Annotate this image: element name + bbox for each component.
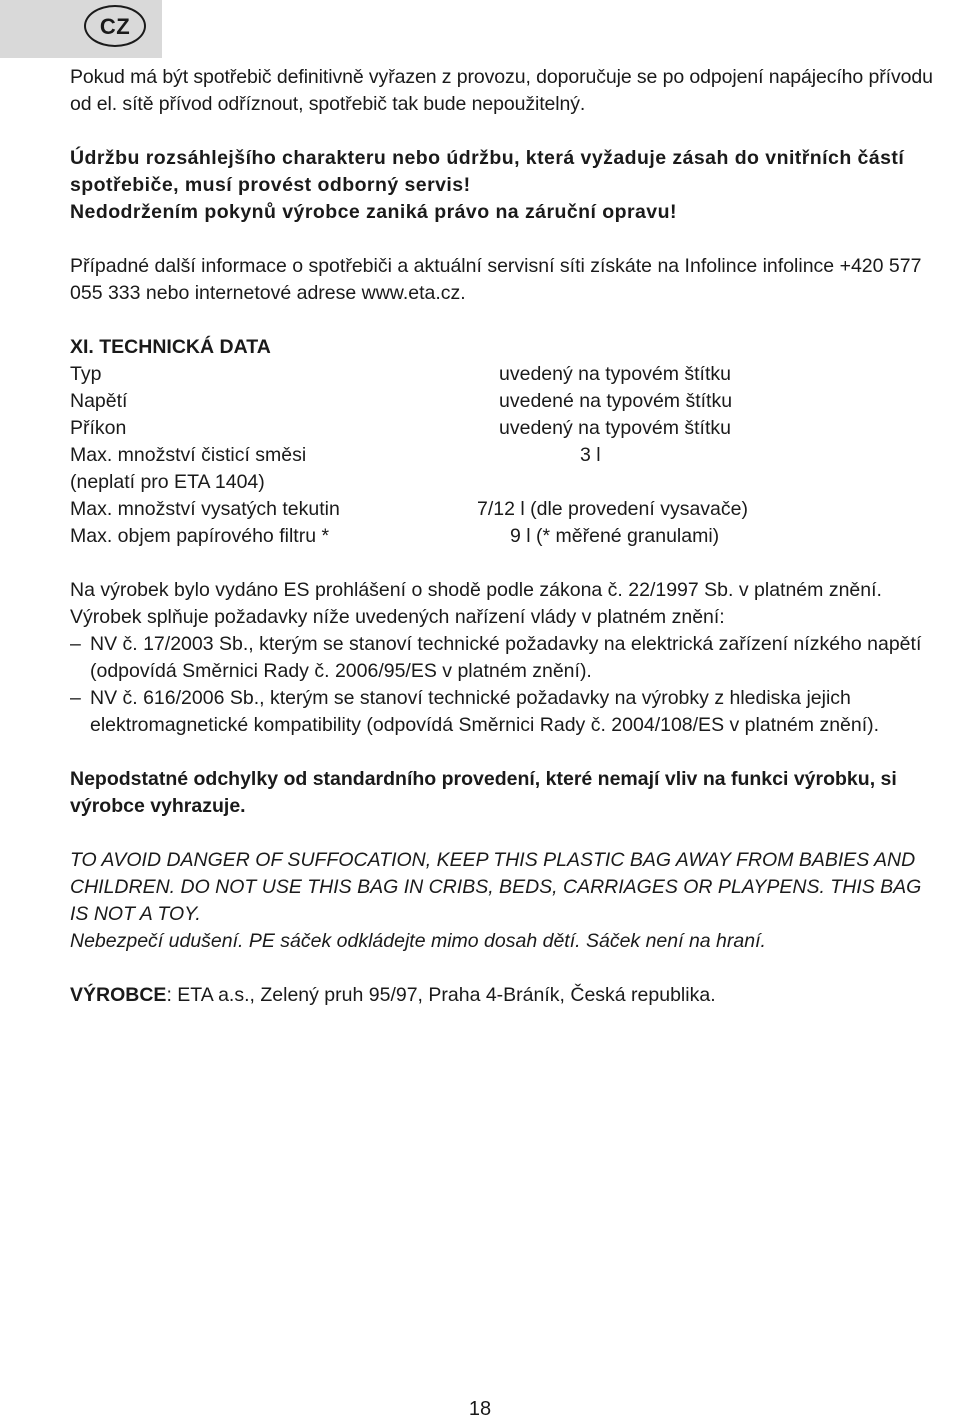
page-number: 18 [468, 1398, 492, 1420]
page-content [70, 64, 940, 1009]
spec-label: Max. objem papírového filtru * [70, 525, 330, 547]
manufacturer-line [70, 982, 940, 1009]
spec-row [70, 469, 940, 496]
regulation-item [70, 631, 940, 685]
spec-row [70, 442, 940, 469]
warning-english: TO AVOID DANGER OF SUFFOCATION, KEEP THIS PLASTIC BAG AWAY FROM BABIES AND CHILDREN. DO NOT USE THIS BAG IN CRIBS, BEDS, CARRIAGES OR PLAYPENS. THIS BAG IS NOT A TOY. [70, 849, 922, 925]
conformity-declaration [70, 577, 940, 739]
spec-value: uvedený na typovém štítku [499, 417, 731, 439]
regulation-text: NV č. 616/2006 Sb., kterým se stanoví technické požadavky na výrobky z hlediska jejich elektromagnetické kompatibility (odpovídá Směrnici Rady č. 2004/108/ES v platném znění). [90, 687, 880, 736]
spec-label: Typ [70, 363, 102, 385]
language-tab [0, 0, 162, 58]
service-warning-line-1: Údržbu rozsáhlejšího charakteru nebo údržbu, která vyžaduje zásah do vnitřních částí spotřebiče, musí provést odborný servis! [70, 147, 905, 196]
manufacturer-label: VÝROBCE [70, 984, 167, 1006]
reservation-notice: Nepodstatné odchylky od standardního provedení, které nemají vliv na funkci výrobku, si výrobce vyhrazuje. [70, 768, 897, 817]
technical-data-heading: XI. TECHNICKÁ DATA [70, 336, 271, 358]
info-paragraph: Případné další informace o spotřebiči a aktuální servisní síti získáte na Infolince infolince +420 577 055 333 nebo internetové adrese www.eta.cz. [70, 255, 922, 304]
spec-label: (neplatí pro ETA 1404) [70, 471, 265, 493]
service-warning-line-2: Nedodržením pokynů výrobce zaniká právo na záruční opravu! [70, 201, 677, 223]
spec-row [70, 523, 940, 550]
dash-bullet: – [70, 633, 81, 655]
spec-value: 9 l (* měřené granulami) [510, 525, 720, 547]
dash-bullet: – [70, 687, 81, 709]
spec-label: Max. množství vysatých tekutin [70, 498, 340, 520]
language-badge: CZ [84, 5, 146, 47]
service-warning [70, 145, 940, 226]
spec-label: Příkon [70, 417, 127, 439]
warning-czech: Nebezpečí udušení. PE sáček odkládejte mimo dosah dětí. Sáček není na hraní. [70, 930, 766, 952]
spec-value: 7/12 l (dle provedení vysavače) [477, 498, 748, 520]
spec-label: Max. množství čisticí směsi [70, 444, 307, 466]
spec-label: Napětí [70, 390, 128, 412]
disposal-paragraph: Pokud má být spotřebič definitivně vyřazen z provozu, doporučuje se po odpojení napájecího přívodu od el. sítě přívod odříznout, spotřebič tak bude nepoužitelný. [70, 66, 933, 115]
spec-value: uvedený na typovém štítku [499, 363, 731, 385]
regulation-item [70, 685, 940, 739]
technical-data-section [70, 334, 940, 550]
spec-row [70, 496, 940, 523]
spec-row [70, 415, 940, 442]
spec-row [70, 388, 940, 415]
manufacturer-address: : ETA a.s., Zelený pruh 95/97, Praha 4-Bráník, Česká republika. [166, 984, 716, 1006]
declaration-intro: Na výrobek bylo vydáno ES prohlášení o shodě podle zákona č. 22/1997 Sb. v platném znění. Výrobek splňuje požadavky níže uvedených nařízení vlády v platném znění: [70, 579, 882, 628]
plastic-bag-warning [70, 847, 940, 955]
spec-value: uvedené na typovém štítku [499, 390, 733, 412]
spec-value: 3 l [580, 444, 601, 466]
spec-row [70, 361, 940, 388]
regulation-text: NV č. 17/2003 Sb., kterým se stanoví technické požadavky na elektrická zařízení nízkého napětí (odpovídá Směrnici Rady č. 2006/95/ES v platném znění). [90, 633, 922, 682]
